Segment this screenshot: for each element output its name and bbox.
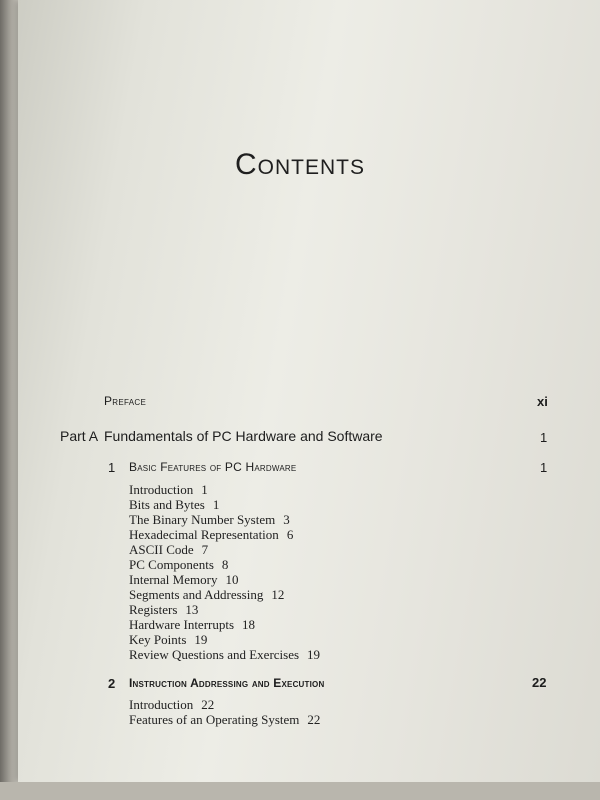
entry-label: Segments and Addressing xyxy=(129,587,264,602)
part-title: Fundamentals of PC Hardware and Software xyxy=(104,428,383,444)
toc-entry xyxy=(129,697,320,712)
book-binding xyxy=(0,0,18,800)
entry-label: Hardware Interrupts xyxy=(129,617,235,632)
toc-entry xyxy=(129,512,320,527)
chapter-title: Instruction Addressing and Execution xyxy=(129,676,325,690)
preface-label: Preface xyxy=(104,394,147,408)
chapter-number: 1 xyxy=(108,460,116,475)
entry-label: PC Components xyxy=(129,557,214,572)
chapter-number: 2 xyxy=(108,676,116,691)
toc-entry xyxy=(129,602,320,617)
toc-entry xyxy=(129,632,320,647)
entry-label: Features of an Operating System xyxy=(129,712,300,727)
toc-entry xyxy=(129,617,320,632)
toc-entry xyxy=(129,527,320,542)
chapter-entries xyxy=(129,482,320,662)
entry-label: Hexadecimal Representation xyxy=(129,527,279,542)
toc-entry xyxy=(129,482,320,497)
entry-page: 1 xyxy=(201,482,208,497)
toc-entry xyxy=(129,587,320,602)
entry-page: 22 xyxy=(307,712,321,727)
part-label: Part A xyxy=(60,428,99,444)
entry-page: 19 xyxy=(194,632,208,647)
entry-label: Introduction xyxy=(129,482,194,497)
chapter-page: 22 xyxy=(532,675,547,690)
entry-label: The Binary Number System xyxy=(129,512,276,527)
entry-page: 1 xyxy=(212,497,220,512)
book-page xyxy=(18,0,600,782)
entry-page: 8 xyxy=(221,557,229,572)
entry-page: 12 xyxy=(271,587,285,602)
toc-entry xyxy=(129,572,320,587)
entry-page: 6 xyxy=(286,527,294,542)
entry-label: Key Points xyxy=(129,632,187,647)
page-edge xyxy=(0,782,600,800)
entry-page: 7 xyxy=(201,542,209,557)
entry-label: Introduction xyxy=(129,697,194,712)
toc-entry xyxy=(129,647,320,662)
entry-label: Review Questions and Exercises xyxy=(129,647,300,662)
page-title: Contents xyxy=(235,148,365,181)
entry-page: 13 xyxy=(185,602,199,617)
entry-label: ASCII Code xyxy=(129,542,194,557)
toc-entry xyxy=(129,557,320,572)
toc-entry xyxy=(129,712,320,727)
toc-entry xyxy=(129,497,320,512)
entry-label: Internal Memory xyxy=(129,572,218,587)
entry-label: Registers xyxy=(129,602,178,617)
preface-page: xi xyxy=(537,394,548,409)
entry-page: 18 xyxy=(242,617,256,632)
chapter-page: 1 xyxy=(540,460,548,475)
toc-entry xyxy=(129,542,320,557)
chapter-entries xyxy=(129,697,320,727)
entry-page: 22 xyxy=(201,697,215,712)
entry-page: 3 xyxy=(283,512,290,527)
entry-page: 10 xyxy=(225,572,239,587)
entry-page: 19 xyxy=(307,647,321,662)
part-page: 1 xyxy=(540,430,548,445)
entry-label: Bits and Bytes xyxy=(129,497,205,512)
chapter-title: Basic Features of PC Hardware xyxy=(129,460,297,474)
